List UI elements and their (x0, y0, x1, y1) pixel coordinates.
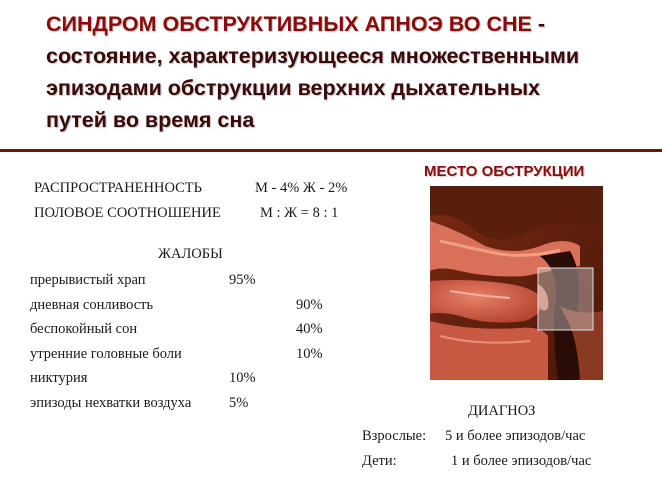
title-dash: - (531, 12, 546, 36)
prevalence-label: РАСПРОСТРАНЕННОСТЬ (34, 180, 202, 196)
complaint-value: 10% (296, 346, 323, 362)
complaint-name: эпизоды нехватки воздуха (30, 395, 192, 411)
diagnosis-heading: ДИАГНОЗ (468, 403, 536, 419)
complaint-name: никтурия (30, 370, 88, 386)
slide-title (46, 8, 646, 136)
complaint-value: 10% (229, 370, 256, 386)
airway-anatomy-illustration (430, 186, 603, 380)
sex-ratio-value: М : Ж = 8 : 1 (260, 205, 339, 221)
diagnosis-children-label: Дети: (362, 453, 397, 469)
title-line-2: состояние, характеризующееся множественными (46, 44, 580, 68)
complaint-value: 90% (296, 297, 323, 313)
diagnosis-adults-label: Взрослые: (362, 428, 427, 444)
prevalence-values: М - 4% Ж - 2% (255, 180, 348, 196)
complaint-name: прерывистый храп (30, 272, 146, 288)
complaint-value: 40% (296, 321, 323, 337)
sex-ratio-label: ПОЛОВОЕ СООТНОШЕНИЕ (34, 205, 221, 221)
complaint-value: 5% (229, 395, 249, 411)
complaint-name: утренние головные боли (30, 346, 182, 362)
complaint-name: беспокойный сон (30, 321, 138, 337)
diagnosis-children-value: 1 и более эпизодов/час (451, 453, 592, 469)
complaint-value: 95% (229, 272, 256, 288)
title-line-3: эпизодами обструкции верхних дыхательных (46, 76, 541, 100)
title-main: СИНДРОМ ОБСТРУКТИВНЫХ АПНОЭ ВО СНЕ (46, 12, 532, 36)
obstruction-site-label: МЕСТО ОБСТРУКЦИИ (424, 163, 585, 180)
diagnosis-adults-value: 5 и более эпизодов/час (445, 428, 586, 444)
complaint-name: дневная сонливость (30, 297, 154, 313)
divider-rule (0, 149, 662, 152)
title-line-4: путей во время сна (46, 108, 255, 132)
complaints-heading: ЖАЛОБЫ (158, 246, 223, 262)
